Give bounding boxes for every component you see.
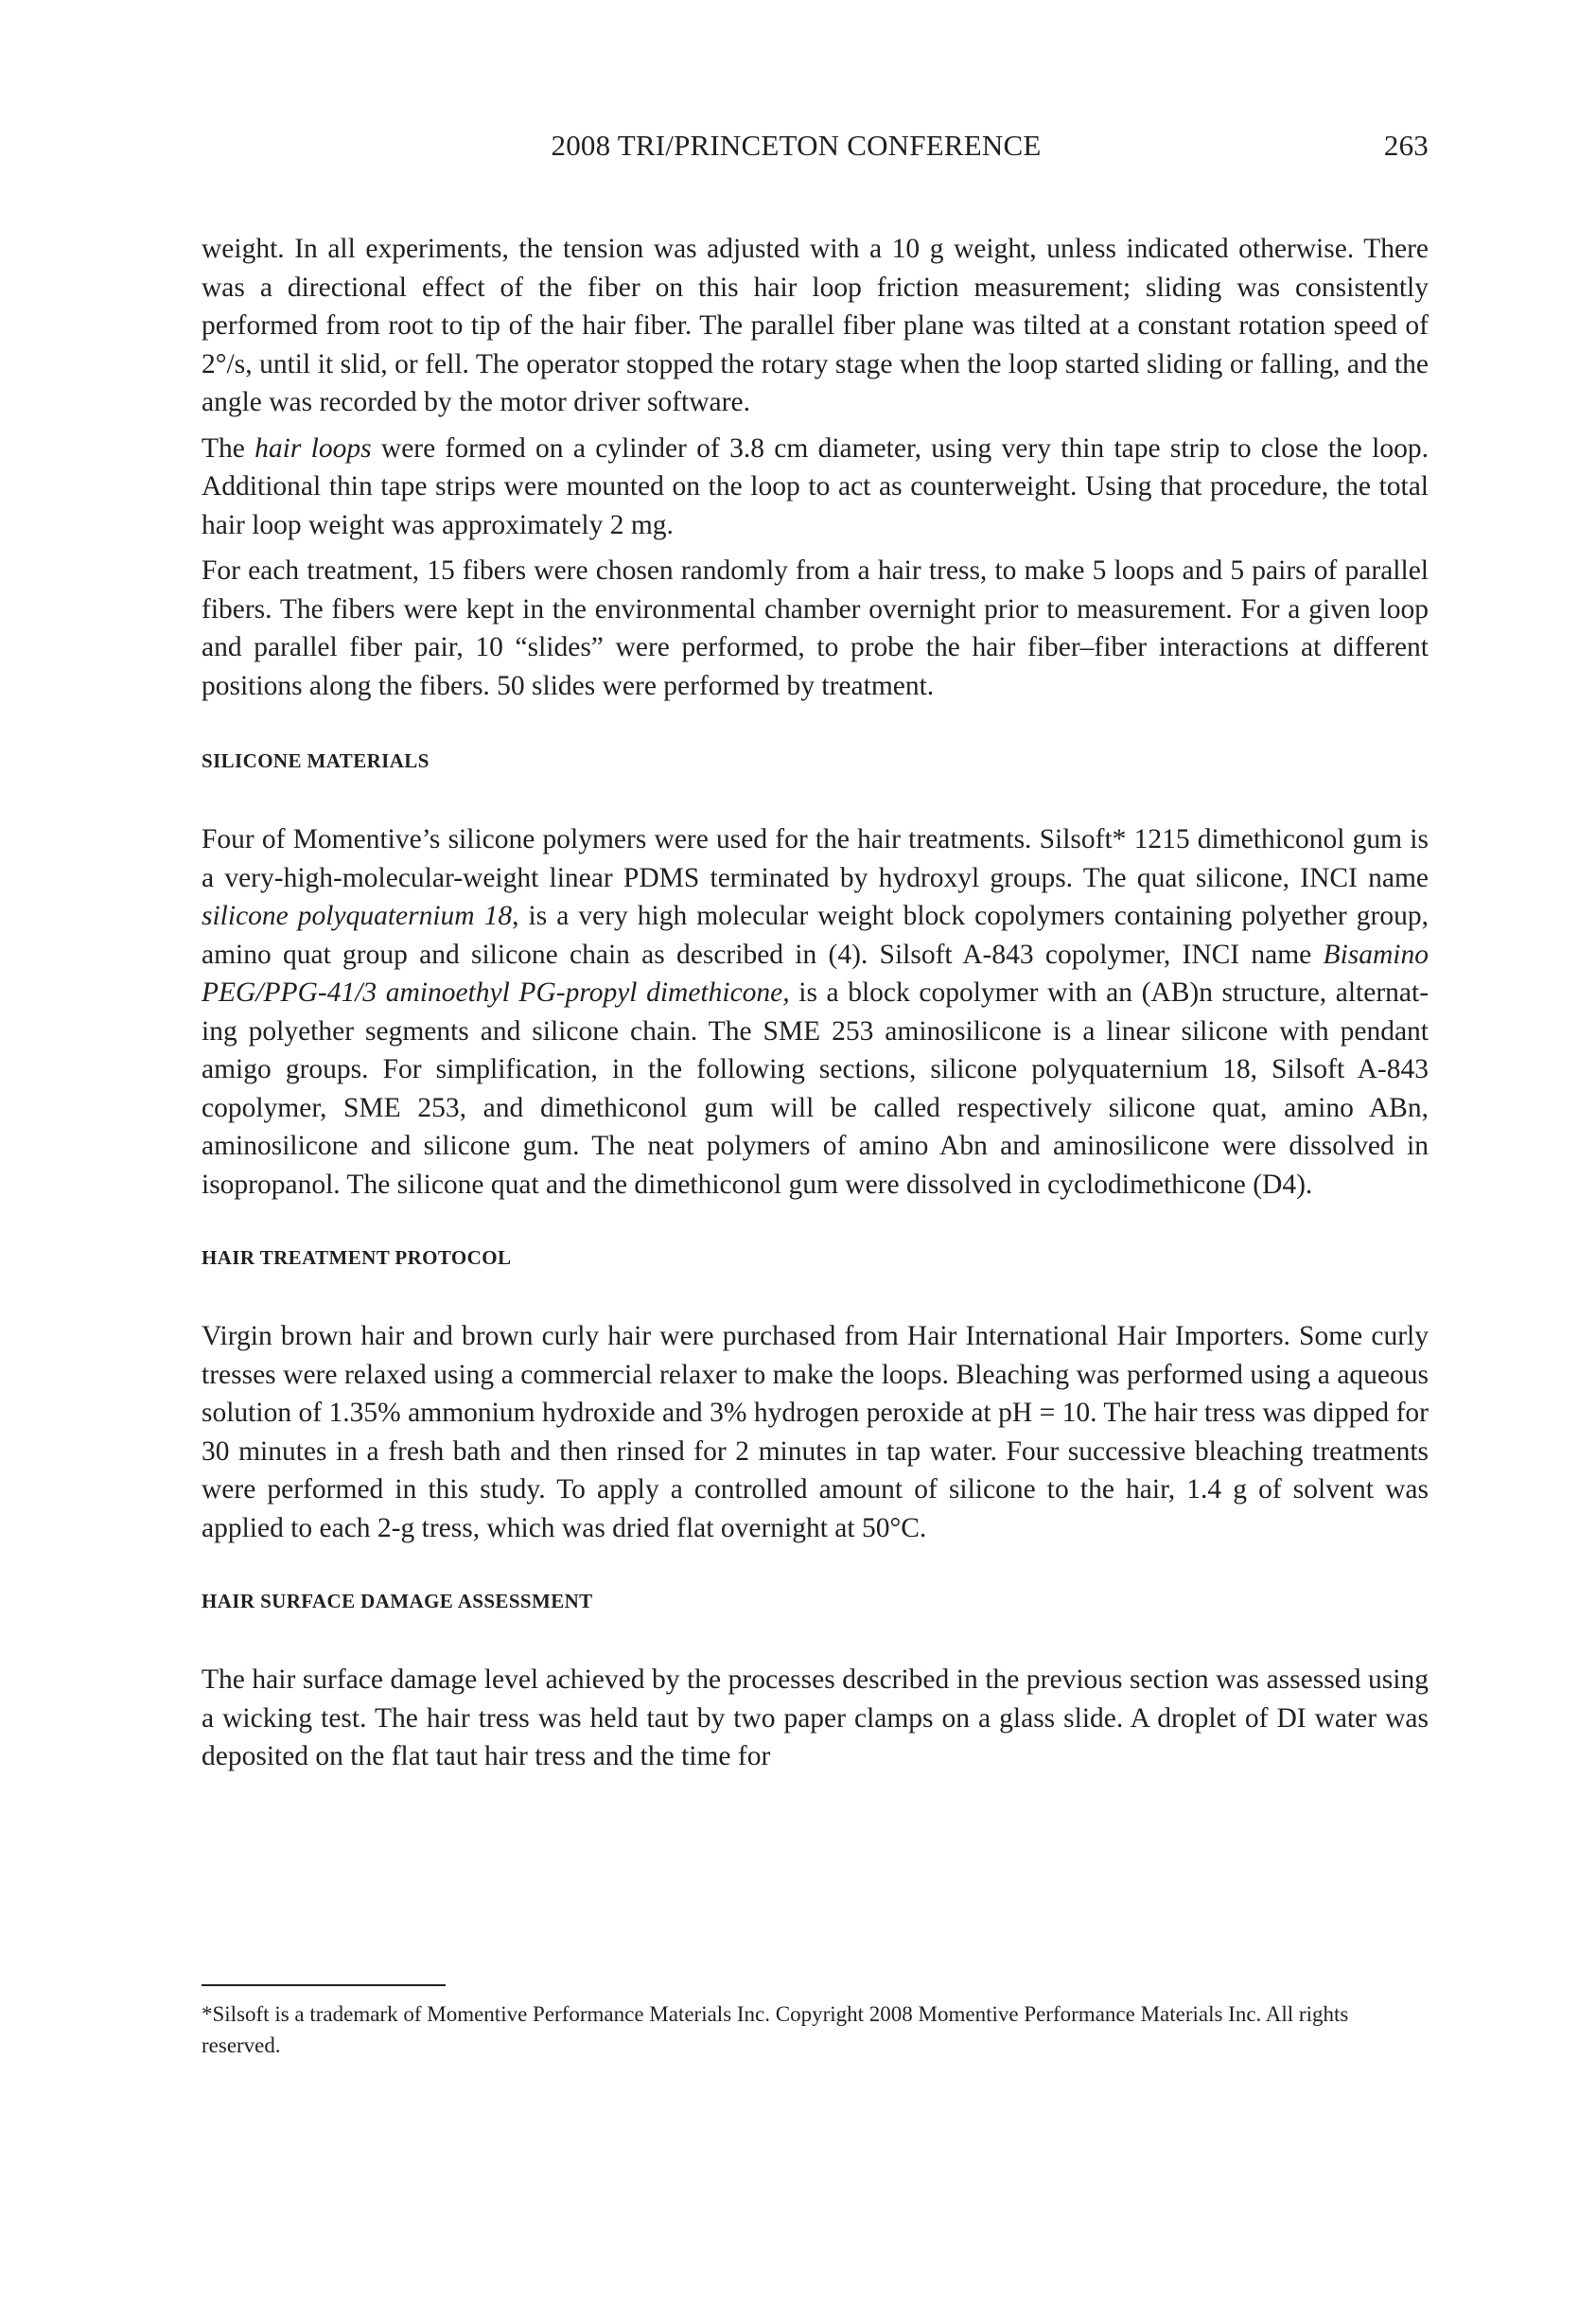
page-number: 263 <box>1383 129 1429 162</box>
text-run: is a block copolymer with an (AB)n structure, alternating polyether segments and silicone chain. The SME 253 aminosilicone is a linear silicone with pendant amigo groups. For simplification, in the following sections, silicone polyquaternium 18, Silsoft A-843 copolymer, SME 253, and dimethiconol gum will be called respectively silicone quat, amino ABn, aminosilicone and silicone gum. The neat polymers of amino Abn and aminosilicone were dissolved in isopropanol. The silicone quat and the dimethiconol gum were dissolved in cyclodimethicone (D4). <box>202 977 1429 1200</box>
section-heading-silicone-materials: SILICONE MATERIALS <box>202 749 430 772</box>
text-run: Four of Momentive’s silicone polymers were used for the hair treatments. Silsoft* 1215 dimethiconol gum is a very-high-molecular-weight linear PDMS terminated by hydroxyl groups. The quat silicone, INCI name <box>202 824 1429 893</box>
section-heading-hair-surface-damage: HAIR SURFACE DAMAGE ASSESSMENT <box>202 1590 593 1612</box>
text-run: were formed on a cylinder of 3.8 cm diameter, using very thin tape strip to close the loop. Additional thin tape strips were mounted on the loop to act as counterweight. Using that procedure, the total hair loop weight was approximately 2 mg. <box>202 432 1429 540</box>
italic-term-inci-name: Bisamino PEG/PPG-41/3 aminoethyl PG-propyl dimethicone, <box>202 939 1429 1008</box>
running-head <box>202 129 1429 170</box>
paragraph-silicone-materials <box>202 820 1429 1204</box>
paragraph-hair-treatment-protocol: Virgin brown hair and brown curly hair were purchased from Hair International Hair Importers. Some curly tresses were relaxed using a commercial relaxer to make the loops. Bleaching was performed using a aqueous solution of 1.35% ammonium hydroxide and 3% hydrogen peroxide at pH = 10. The hair tress was dipped for 30 minutes in a fresh bath and then rinsed for 2 minutes in tap water. Four successive bleaching treatments were performed in this study. To apply a controlled amount of silicone to the hair, 1.4 g of solvent was applied to each 2-g tress, which was dried flat overnight at 50°C. <box>202 1321 1429 1543</box>
paragraph-fiber-selection: For each treatment, 15 fibers were chosen randomly from a hair tress, to make 5 loops and 5 pairs of parallel fibers. The fibers were kept in the environmental chamber overnight prior to measurement. For a given loop and parallel fiber pair, 10 “slides” were performed, to probe the hair fiber–fiber interactions at different positions along the fibers. 50 slides were performed by treatment. <box>202 555 1429 701</box>
italic-term-hair-loops: hair loops <box>254 432 372 464</box>
text-run: , is a very high molecular weight block copolymers containing polyether group, amino quat group and silicone chain as described in (4). Silsoft A-843 copolymer, INCI name <box>202 901 1429 970</box>
paragraph-hair-surface-damage: The hair surface damage level achieved by the processes described in the previous section was assessed using a wicking test. The hair tress was held taut by two paper clamps on a glass slide. A droplet of DI water was deposited on the flat taut hair tress and the time for <box>202 1664 1429 1771</box>
footnote-divider <box>202 1984 446 1986</box>
section-heading-hair-treatment-protocol: HAIR TREATMENT PROTOCOL <box>202 1246 512 1269</box>
paragraph-hair-loops <box>202 430 1429 545</box>
body-text <box>202 230 1429 1776</box>
italic-term-inci-name: silicone polyquaternium 18 <box>202 901 513 931</box>
running-head-title: 2008 TRI/PRINCETON CONFERENCE <box>551 129 1042 162</box>
text-run: The <box>202 432 255 464</box>
paragraph-tension-measurement: weight. In all experiments, the tension was adjusted with a 10 g weight, unless indicated otherwise. There was a directional effect of the fiber on this hair loop friction measurement; sliding was consistently performed from root to tip of the hair fiber. The parallel fiber plane was tilted at a constant rotation speed of 2°/s, until it slid, or fell. The operator stopped the rotary stage when the loop started sliding or falling, and the angle was recorded by the motor driver software. <box>202 234 1429 417</box>
footnote-trademark: *Silsoft is a trademark of Momentive Performance Materials Inc. Copyright 2008 Momentive Performance Materials Inc. All rights reserved. <box>202 2002 1349 2057</box>
